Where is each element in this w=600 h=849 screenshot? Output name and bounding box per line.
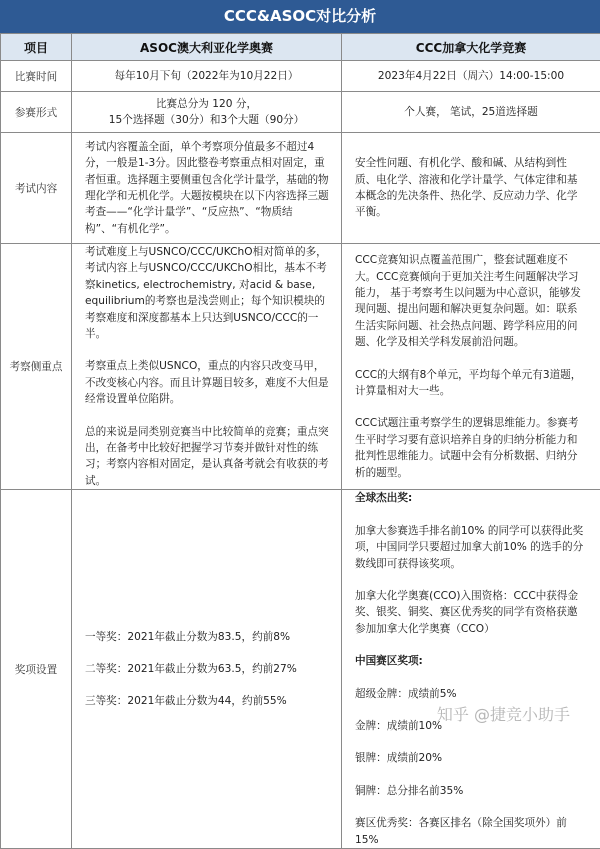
header-item: 项目: [1, 34, 72, 61]
table-row-focus: [1, 244, 600, 490]
watermark: 知乎 @捷竞小助手: [437, 702, 570, 725]
ccc-time: 2023年4月22日（周六）14:00-15:00: [342, 61, 600, 92]
asoc-format-line1: 比赛总分为 120 分，: [72, 96, 341, 112]
ccc-global-title: 全球杰出奖:: [355, 490, 588, 506]
asoc-focus-p2: 考察重点上类似USNCO，重点的内容只改变马甲，不改变核心内容。而且计算题目较多，难度不大但是经常设置单位陷阱。: [85, 358, 329, 407]
asoc-format-line2: 15个选择题（30分）和3个大题（90分）: [72, 112, 341, 128]
ccc-china-title: 中国赛区奖项:: [355, 653, 588, 669]
asoc-award-2: 二等奖：2021年截止分数为63.5，约前27%: [85, 661, 329, 677]
ccc-china-item: 金牌：成绩前10%: [355, 718, 588, 734]
ccc-focus-p2: CCC的大纲有8个单元，平均每个单元有3道题，计算量相对大一些。: [355, 367, 588, 400]
table-row-format: [1, 92, 600, 133]
asoc-award-3: 三等奖：2021年截止分数为44，约前55%: [85, 693, 329, 709]
ccc-china-item: 赛区优秀奖：各赛区排名（除全国奖项外）前15%: [355, 815, 588, 848]
header-asoc: ASOC澳大利亚化学奥赛: [72, 34, 342, 61]
comparison-table: [0, 33, 600, 849]
row-label: 考察侧重点: [1, 244, 72, 490]
asoc-awards: [72, 490, 342, 849]
asoc-focus-p1: 考试难度上与USNCO/CCC/UKChO相对简单的多，考试内容上与USNCO/CCC/UKChO相比，基本不考察kinetics, electrochemistry, 对acid & base, equilibrium的考察也是浅尝则止；每个知识模块的考察难度和深度都基本上只达到USNCO/CCC的一半。: [85, 244, 329, 342]
ccc-focus-p1: CCC竞赛知识点覆盖范围广，整套试题难度不大。CCC竞赛倾向于更加关注考生问题解决学习能力， 基于考察考生以问题为中心意识，能够发现问题、提出问题和解决更复杂问题。如：联系生活实际问题、社会热点问题、跨学科应用的问题、化学及相关学科发展前沿问题。: [355, 252, 588, 350]
table-row-awards: [1, 490, 600, 849]
asoc-time: 每年10月下旬（2022年为10月22日）: [72, 61, 342, 92]
asoc-focus: [72, 244, 342, 490]
row-label: 考试内容: [1, 133, 72, 244]
table-title: CCC&ASOC对比分析: [0, 0, 600, 33]
ccc-focus: [342, 244, 600, 490]
header-row: [1, 34, 600, 61]
table-row-content: [1, 133, 600, 244]
row-label: 比赛时间: [1, 61, 72, 92]
ccc-china-item: 铜牌：总分排名前35%: [355, 783, 588, 799]
asoc-focus-p3: 总的来说是同类别竞赛当中比较简单的竞赛；重点突出，在备考中比较好把握学习节奏并做针对性的练习；考察内容相对固定，是认真备考就会有收获的考试。: [85, 424, 329, 490]
ccc-china-item: 超级金牌：成绩前5%: [355, 686, 588, 702]
ccc-format: 个人赛， 笔试，25道选择题: [342, 92, 600, 133]
ccc-global-text: 加拿大参赛选手排名前10% 的同学可以获得此奖项，中国同学只要超过加拿大前10% 的选手的分数线即可获得该奖项。: [355, 523, 588, 572]
table-row-time: [1, 61, 600, 92]
ccc-china-item: 银牌：成绩前20%: [355, 750, 588, 766]
row-label: 参赛形式: [1, 92, 72, 133]
asoc-content: 考试内容覆盖全面，单个考察项分值最多不超过4分，一般是1-3分。因此整卷考察重点相对固定，重者恒重。选择题主要侧重包含化学计量学，基础的物理化学和无机化学。大题按模块在以下内容选择三题考查——“化学计量学”、“反应热”、“物质结构”、“有机化学”。: [72, 133, 342, 244]
asoc-award-1: 一等奖：2021年截止分数为83.5，约前8%: [85, 629, 329, 645]
header-ccc: CCC加拿大化学竞赛: [342, 34, 600, 61]
ccc-content: 安全性问题、有机化学、酸和碱、从结构到性质、电化学、溶液和化学计量学、气体定律和基本概念的先决条件、热化学、反应动力学、化学平衡。: [342, 133, 600, 244]
ccc-focus-p3: CCC试题注重考察学生的逻辑思维能力。参赛考生平时学习要有意识培养自身的归纳分析能力和批判性思维能力。试题中会有分析数据、归纳分析的题型。: [355, 415, 588, 481]
ccc-cco-text: 加拿大化学奥赛(CCO)入围资格：CCC中获得金奖、银奖、铜奖、赛区优秀奖的同学有资格获邀参加加拿大化学奥赛（CCO）: [355, 588, 588, 637]
asoc-format: [72, 92, 342, 133]
row-label: 奖项设置: [1, 490, 72, 849]
ccc-awards: [342, 490, 600, 849]
